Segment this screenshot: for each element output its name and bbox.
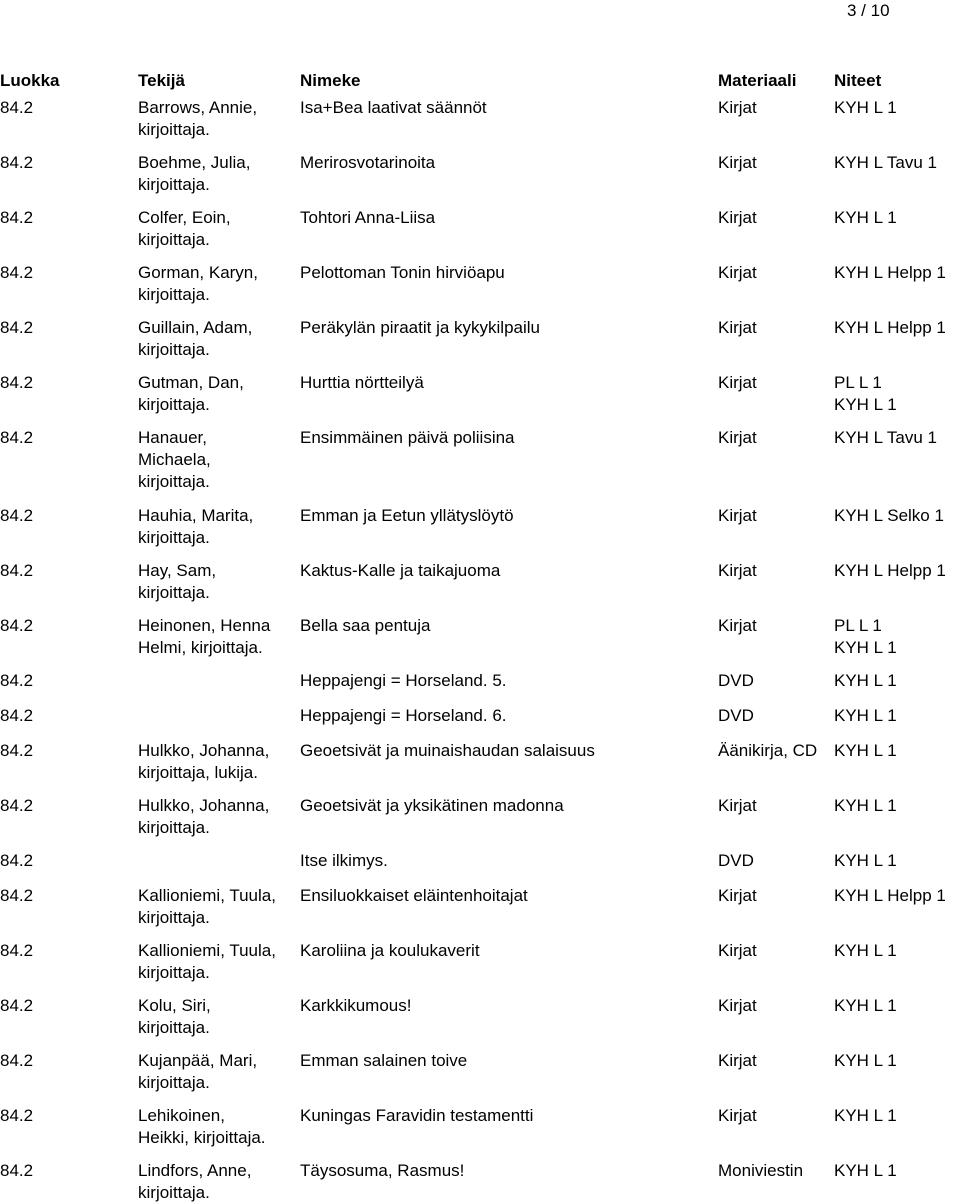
tekija-cell: [138, 1160, 251, 1204]
tekija-cell: [138, 317, 252, 361]
nimeke-cell: Merirosvotarinoita: [300, 153, 436, 172]
tekija-line: kirjoittaja.: [138, 1018, 210, 1037]
tekija-line: Barrows, Annie,: [138, 98, 258, 117]
niteet-cell: [834, 1105, 897, 1127]
niteet-line: KYH L Helpp 1: [834, 318, 946, 337]
niteet-line: KYH L 1: [834, 851, 897, 870]
nimeke-cell: Geoetsivät ja muinaishaudan salaisuus: [300, 741, 595, 760]
luokka-cell: 84.2: [0, 706, 34, 725]
niteet-cell: [834, 615, 897, 659]
tekija-line: Colfer, Eoin,: [138, 208, 231, 227]
tekija-line: Guillain, Adam,: [138, 318, 253, 337]
nimeke-cell: Emman salainen toive: [300, 1051, 468, 1070]
header-tekija: Tekijä: [138, 71, 185, 90]
tekija-line: kirjoittaja.: [138, 340, 210, 359]
materiaali-cell: Kirjat: [718, 561, 757, 580]
nimeke-cell: Heppajengi = Horseland. 5.: [300, 671, 507, 690]
luokka-cell: 84.2: [0, 741, 34, 760]
tekija-line: kirjoittaja.: [138, 818, 210, 837]
niteet-line: KYH L Helpp 1: [834, 886, 946, 905]
luokka-cell: 84.2: [0, 886, 34, 905]
tekija-line: Gutman, Dan,: [138, 373, 244, 392]
tekija-cell: [138, 995, 211, 1039]
tekija-line: kirjoittaja.: [138, 1073, 210, 1092]
tekija-line: kirjoittaja.: [138, 285, 210, 304]
materiaali-cell: Kirjat: [718, 941, 757, 960]
niteet-cell: [834, 850, 897, 872]
tekija-line: Kallioniemi, Tuula,: [138, 886, 276, 905]
nimeke-cell: Ensiluokkaiset eläintenhoitajat: [300, 886, 528, 905]
tekija-line: Kallioniemi, Tuula,: [138, 941, 276, 960]
materiaali-cell: Kirjat: [718, 796, 757, 815]
niteet-line: KYH L 1: [834, 741, 897, 760]
tekija-line: Heinonen, Henna: [138, 616, 271, 635]
niteet-cell: [834, 97, 897, 119]
luokka-cell: 84.2: [0, 98, 34, 117]
niteet-line: KYH L Selko 1: [834, 506, 944, 525]
materiaali-cell: Kirjat: [718, 98, 757, 117]
tekija-line: Heikki, kirjoittaja.: [138, 1128, 266, 1147]
nimeke-cell: Hurttia nörtteilyä: [300, 373, 424, 392]
luokka-cell: 84.2: [0, 1161, 34, 1180]
tekija-line: Hay, Sam,: [138, 561, 217, 580]
tekija-line: Kolu, Siri,: [138, 996, 211, 1015]
tekija-cell: [138, 615, 270, 659]
luokka-cell: 84.2: [0, 1106, 34, 1125]
nimeke-cell: Pelottoman Tonin hirviöapu: [300, 263, 505, 282]
header-nimeke: Nimeke: [300, 71, 361, 90]
tekija-line: kirjoittaja.: [138, 528, 210, 547]
tekija-cell: [138, 262, 258, 306]
luokka-cell: 84.2: [0, 996, 34, 1015]
nimeke-cell: Geoetsivät ja yksikätinen madonna: [300, 796, 564, 815]
tekija-cell: [138, 1105, 266, 1149]
tekija-cell: [138, 97, 257, 141]
nimeke-cell: Itse ilkimys.: [300, 851, 388, 870]
nimeke-cell: Tohtori Anna-Liisa: [300, 208, 436, 227]
tekija-cell: [138, 795, 269, 839]
niteet-cell: [834, 372, 897, 416]
nimeke-cell: Isa+Bea laativat säännöt: [300, 98, 487, 117]
niteet-line: KYH L 1: [834, 98, 897, 117]
niteet-line: KYH L 1: [834, 395, 897, 414]
niteet-cell: [834, 560, 946, 582]
luokka-cell: 84.2: [0, 318, 34, 337]
materiaali-cell: Kirjat: [718, 1051, 757, 1070]
tekija-line: Kujanpää, Mari,: [138, 1051, 258, 1070]
niteet-cell: [834, 705, 897, 727]
materiaali-cell: DVD: [718, 671, 754, 690]
niteet-line: KYH L Helpp 1: [834, 263, 946, 282]
tekija-cell: [138, 427, 211, 493]
niteet-cell: [834, 885, 946, 907]
luokka-cell: 84.2: [0, 941, 34, 960]
tekija-line: kirjoittaja.: [138, 395, 210, 414]
niteet-cell: [834, 152, 937, 174]
page-number: 3 / 10: [847, 1, 890, 20]
tekija-line: Hauhia, Marita,: [138, 506, 254, 525]
niteet-cell: [834, 670, 897, 692]
tekija-line: kirjoittaja.: [138, 1183, 210, 1202]
niteet-line: KYH L Tavu 1: [834, 428, 938, 447]
niteet-line: KYH L 1: [834, 638, 897, 657]
materiaali-cell: Kirjat: [718, 318, 757, 337]
header-materiaali: Materiaali: [718, 71, 797, 90]
tekija-cell: [138, 740, 269, 784]
luokka-cell: 84.2: [0, 796, 34, 815]
niteet-cell: [834, 262, 946, 284]
materiaali-cell: Kirjat: [718, 996, 757, 1015]
luokka-cell: 84.2: [0, 561, 34, 580]
tekija-line: Helmi, kirjoittaja.: [138, 638, 263, 657]
materiaali-cell: Kirjat: [718, 1106, 757, 1125]
niteet-line: KYH L 1: [834, 1051, 897, 1070]
niteet-line: KYH L 1: [834, 941, 897, 960]
tekija-line: Lindfors, Anne,: [138, 1161, 252, 1180]
niteet-cell: [834, 207, 897, 229]
tekija-line: kirjoittaja.: [138, 230, 210, 249]
niteet-cell: [834, 317, 946, 339]
materiaali-cell: Kirjat: [718, 428, 757, 447]
niteet-cell: [834, 940, 897, 962]
luokka-cell: 84.2: [0, 616, 34, 635]
header-luokka: Luokka: [0, 71, 60, 90]
luokka-cell: 84.2: [0, 506, 34, 525]
niteet-line: KYH L 1: [834, 1161, 897, 1180]
niteet-line: KYH L 1: [834, 796, 897, 815]
niteet-line: KYH L 1: [834, 1106, 897, 1125]
materiaali-cell: Kirjat: [718, 886, 757, 905]
materiaali-cell: Kirjat: [718, 208, 757, 227]
materiaali-cell: Moniviestin: [718, 1161, 804, 1180]
materiaali-cell: DVD: [718, 851, 754, 870]
table-header: [0, 70, 960, 92]
tekija-line: Lehikoinen,: [138, 1106, 225, 1125]
nimeke-cell: Ensimmäinen päivä poliisina: [300, 428, 515, 447]
niteet-line: KYH L Tavu 1: [834, 153, 938, 172]
luokka-cell: 84.2: [0, 373, 34, 392]
luokka-cell: 84.2: [0, 153, 34, 172]
nimeke-cell: Emman ja Eetun yllätyslöytö: [300, 506, 514, 525]
tekija-cell: [138, 372, 244, 416]
niteet-cell: [834, 427, 937, 449]
luokka-cell: 84.2: [0, 263, 34, 282]
nimeke-cell: Karoliina ja koulukaverit: [300, 941, 480, 960]
materiaali-cell: Kirjat: [718, 506, 757, 525]
tekija-line: Hulkko, Johanna,: [138, 796, 270, 815]
tekija-cell: [138, 207, 231, 251]
materiaali-cell: Kirjat: [718, 616, 757, 635]
luokka-cell: 84.2: [0, 671, 34, 690]
niteet-cell: [834, 995, 897, 1017]
niteet-line: PL L 1: [834, 616, 882, 635]
luokka-cell: 84.2: [0, 851, 34, 870]
luokka-cell: 84.2: [0, 208, 34, 227]
tekija-line: Boehme, Julia,: [138, 153, 251, 172]
tekija-cell: [138, 560, 216, 604]
tekija-cell: [138, 1050, 257, 1094]
materiaali-cell: Äänikirja, CD: [718, 741, 818, 760]
niteet-line: KYH L 1: [834, 208, 897, 227]
luokka-cell: 84.2: [0, 1051, 34, 1070]
nimeke-cell: Täysosuma, Rasmus!: [300, 1161, 465, 1180]
luokka-cell: 84.2: [0, 428, 34, 447]
tekija-line: kirjoittaja.: [138, 175, 210, 194]
tekija-line: kirjoittaja.: [138, 583, 210, 602]
tekija-line: Michaela,: [138, 450, 211, 469]
niteet-cell: [834, 740, 897, 762]
tekija-cell: [138, 940, 276, 984]
materiaali-cell: DVD: [718, 706, 754, 725]
niteet-cell: [834, 1160, 897, 1182]
tekija-line: Hulkko, Johanna,: [138, 741, 270, 760]
nimeke-cell: Karkkikumous!: [300, 996, 412, 1015]
niteet-cell: [834, 505, 944, 527]
materiaali-cell: Kirjat: [718, 373, 757, 392]
tekija-line: kirjoittaja.: [138, 472, 210, 491]
header-niteet: Niteet: [834, 71, 882, 90]
niteet-cell: [834, 795, 897, 817]
niteet-line: KYH L 1: [834, 996, 897, 1015]
tekija-line: kirjoittaja.: [138, 908, 210, 927]
tekija-cell: [138, 152, 250, 196]
nimeke-cell: Kuningas Faravidin testamentti: [300, 1106, 534, 1125]
nimeke-cell: Kaktus-Kalle ja taikajuoma: [300, 561, 501, 580]
tekija-line: Gorman, Karyn,: [138, 263, 258, 282]
tekija-cell: [138, 505, 253, 549]
tekija-line: kirjoittaja, lukija.: [138, 763, 258, 782]
materiaali-cell: Kirjat: [718, 153, 757, 172]
niteet-cell: [834, 1050, 897, 1072]
tekija-line: kirjoittaja.: [138, 963, 210, 982]
tekija-line: Hanauer,: [138, 428, 207, 447]
niteet-line: KYH L 1: [834, 671, 897, 690]
niteet-line: KYH L 1: [834, 706, 897, 725]
nimeke-cell: Peräkylän piraatit ja kykykilpailu: [300, 318, 540, 337]
tekija-cell: [138, 885, 276, 929]
tekija-line: kirjoittaja.: [138, 120, 210, 139]
niteet-line: KYH L Helpp 1: [834, 561, 946, 580]
materiaali-cell: Kirjat: [718, 263, 757, 282]
niteet-line: PL L 1: [834, 373, 882, 392]
nimeke-cell: Bella saa pentuja: [300, 616, 431, 635]
nimeke-cell: Heppajengi = Horseland. 6.: [300, 706, 507, 725]
